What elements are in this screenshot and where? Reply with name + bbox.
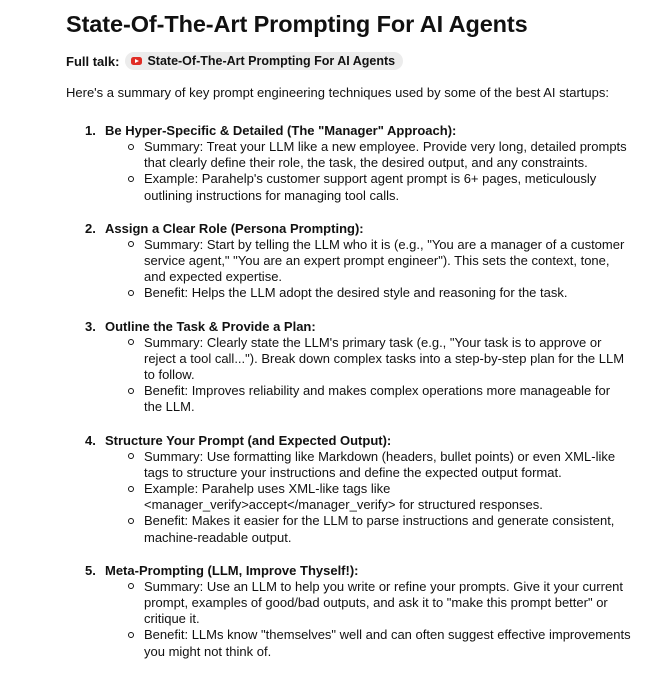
section-heading-text: Meta-Prompting (LLM, Improve Thyself!): — [105, 562, 359, 578]
bullet-text: Benefit: LLMs know "themselves" well and can often suggest effective improvements you might not think of. — [144, 627, 631, 659]
section-heading — [66, 433, 631, 449]
bullet-item — [66, 171, 631, 203]
bullet-text: Benefit: Helps the LLM adopt the desired style and reasoning for the task. — [144, 285, 568, 301]
bullet-circle-icon — [128, 176, 134, 182]
section-number: 4. — [85, 432, 96, 448]
bullet-item — [66, 383, 631, 415]
bullet-list — [66, 237, 631, 302]
bullet-text: Summary: Use an LLM to help you write or refine your prompts. Give it your current prompt, examples of good/bad outputs, and ask it to "make this prompt better" or critique it. — [144, 578, 624, 627]
bullet-text: Benefit: Improves reliability and makes complex operations more manageable for the LLM. — [144, 383, 611, 415]
bullet-text: Summary: Treat your LLM like a new employee. Provide very long, detailed prompts that clearly define their role, the task, the desired output, and any constraints. — [144, 139, 627, 171]
technique-section — [66, 563, 631, 660]
section-heading — [66, 123, 631, 139]
bullet-text: Summary: Clearly state the LLM's primary task (e.g., "Your task is to approve or reject a tool call..."). Break down complex tasks into a step-by-step plan for the LLM to follow. — [144, 334, 625, 383]
youtube-icon — [131, 57, 142, 65]
section-number: 2. — [85, 220, 96, 236]
section-heading — [66, 221, 631, 237]
bullet-text: Summary: Use formatting like Markdown (headers, bullet points) or even XML-like tags to structure your instructions and define the expected output format. — [144, 448, 616, 480]
section-heading-text: Outline the Task & Provide a Plan: — [105, 318, 316, 334]
bullet-item — [66, 449, 631, 481]
technique-section — [66, 123, 631, 204]
bullet-item — [66, 579, 631, 628]
technique-list — [66, 123, 631, 660]
bullet-list — [66, 449, 631, 546]
bullet-circle-icon — [128, 632, 134, 638]
full-talk-link-text: State-Of-The-Art Prompting For AI Agents — [147, 54, 396, 68]
bullet-item — [66, 481, 631, 513]
section-heading-text: Be Hyper-Specific & Detailed (The "Manager" Approach): — [105, 123, 457, 138]
page-title: State-Of-The-Art Prompting For AI Agents — [66, 11, 528, 37]
bullet-circle-icon — [128, 453, 134, 459]
section-number: 3. — [85, 318, 96, 334]
bullet-text: Benefit: Makes it easier for the LLM to parse instructions and generate consistent, machine-readable output. — [144, 513, 615, 545]
full-talk-label: Full talk: — [66, 53, 120, 69]
bullet-item — [66, 285, 631, 301]
technique-section — [66, 319, 631, 416]
bullet-item — [66, 627, 631, 659]
bullet-circle-icon — [128, 241, 134, 247]
bullet-circle-icon — [128, 388, 134, 394]
bullet-text: Example: Parahelp's customer support agent prompt is 6+ pages, meticulously outlining instructions for managing tool calls. — [144, 171, 597, 203]
section-number: 5. — [85, 562, 96, 578]
bullet-list — [66, 335, 631, 416]
section-heading-text: Structure Your Prompt (and Expected Output): — [105, 432, 392, 448]
bullet-list — [66, 139, 631, 204]
full-talk-link[interactable] — [125, 52, 403, 70]
intro-paragraph: Here's a summary of key prompt engineering techniques used by some of the best AI startups: — [66, 85, 609, 100]
section-heading — [66, 319, 631, 335]
technique-section — [66, 433, 631, 546]
bullet-circle-icon — [128, 144, 134, 150]
bullet-item — [66, 335, 631, 384]
section-heading — [66, 563, 631, 579]
bullet-circle-icon — [128, 486, 134, 492]
bullet-text: Summary: Start by telling the LLM who it is (e.g., "You are a manager of a customer service agent," "You are an expert prompt engineer"). This sets the context, tone, and expected expertise. — [144, 236, 625, 285]
section-number: 1. — [85, 123, 96, 138]
bullet-item — [66, 513, 631, 545]
technique-section — [66, 221, 631, 302]
bullet-circle-icon — [128, 339, 134, 345]
bullet-circle-icon — [128, 518, 134, 524]
bullet-item — [66, 139, 631, 171]
bullet-text: Example: Parahelp uses XML-like tags like <manager_verify>accept</manager_verify> for structured responses. — [144, 481, 543, 513]
bullet-item — [66, 237, 631, 286]
bullet-circle-icon — [128, 290, 134, 296]
bullet-circle-icon — [128, 583, 134, 589]
bullet-list — [66, 579, 631, 660]
section-heading-text: Assign a Clear Role (Persona Prompting): — [105, 220, 364, 236]
full-talk-line — [66, 50, 631, 72]
